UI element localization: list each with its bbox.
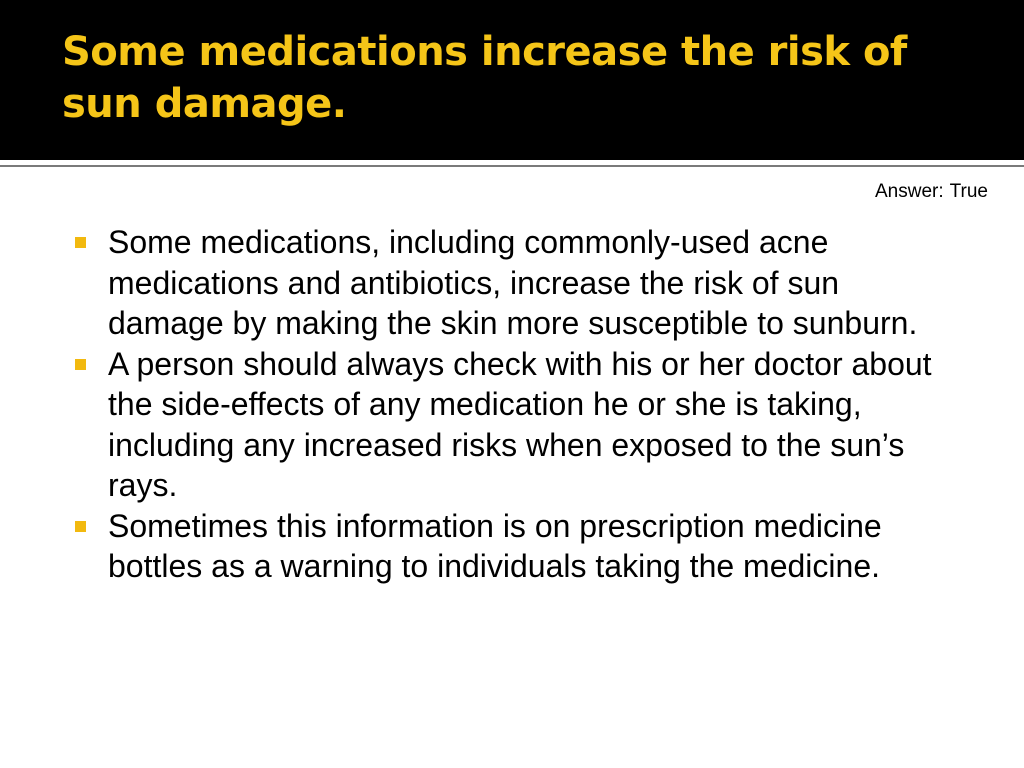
- answer-label: Answer:: [874, 181, 944, 202]
- bullet-text: A person should always check with his or her doctor about the side-effects of any medication he or she is taking, including any increased risks when exposed to the sun’s rays.: [108, 345, 932, 503]
- answer-line: [875, 180, 988, 204]
- square-bullet-icon: [75, 237, 86, 248]
- answer-value: True: [949, 181, 988, 202]
- bullet-item: [72, 344, 952, 506]
- bullet-text: Some medications, including commonly-used acne medications and antibiotics, increase the risk of sun damage by making the skin more susceptible to sunburn.: [108, 224, 918, 341]
- square-bullet-icon: [75, 521, 86, 532]
- slide-title: Some medications increase the risk of sun damage.: [62, 29, 907, 127]
- divider-line: [0, 165, 1024, 167]
- bullet-item: [72, 222, 952, 344]
- bullet-list: [72, 222, 952, 587]
- bullet-item: [72, 506, 952, 587]
- bullet-text: Sometimes this information is on prescription medicine bottles as a warning to individuals taking the medicine.: [108, 507, 882, 584]
- title-band: [0, 0, 1024, 160]
- square-bullet-icon: [75, 359, 86, 370]
